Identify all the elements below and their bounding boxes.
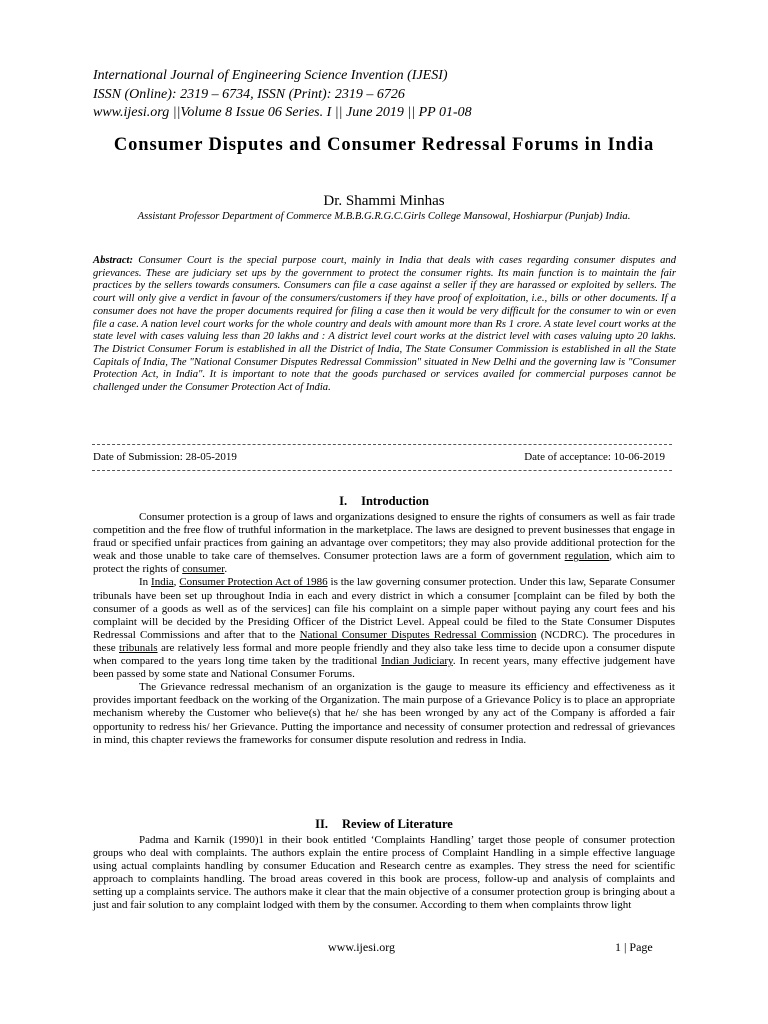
abstract <box>93 255 676 395</box>
section-title: Review of Literature <box>342 817 453 831</box>
review-body <box>93 834 675 913</box>
author-name: Dr. Shammi Minhas <box>323 193 445 209</box>
text-run: In <box>139 576 152 589</box>
journal-volume: www.ijesi.org ||Volume 8 Issue 06 Series. I || June 2019 || PP 01-08 <box>93 105 472 120</box>
link-tribunals[interactable]: tribunals <box>119 641 158 654</box>
divider-bottom <box>92 470 672 471</box>
text-run: , <box>173 576 180 589</box>
link-indian-judiciary[interactable]: Indian Judiciary <box>381 655 453 668</box>
acceptance-date: Date of acceptance: 10-06-2019 <box>524 451 665 463</box>
text-run: Consumer protection is a group of laws and organizations designed to ensure the rights of consumers as well as fair trade competition and the free flow of truthful information in the marketplace. The laws are designed to prevent businesses that engage in fraud or specified unfair practices from gaining an advantage over competitors; they may also provide additional protection for the weak and those unable to take care of themselves. Consumer protection laws are a form of government <box>93 511 675 563</box>
link-consumer[interactable]: consumer <box>182 563 225 576</box>
text-run: . <box>224 563 228 576</box>
submission-date: Date of Submission: 28-05-2019 <box>93 451 237 463</box>
intro-paragraph-1 <box>93 511 675 576</box>
review-paragraph-1: Padma and Karnik (1990)1 in their book entitled ‘Complaints Handling’ target those people of consumer protection groups who deal with complaints. The authors explain the entire process of Complaint Handling in a simple effective language using actual complaints handling by consumer Education and Research centre as examples. They stress the need for scientific approach to complaints handling. The broad areas covered in this book are process, follow-up and analysis of complaints and setting up a complaints service. The authors make it clear that the main objective of a consumer protection group is bringing about a just and fair solution to any complaint lodged with them by the consumer. According to them when complaints throw light <box>93 834 675 912</box>
abstract-label: Abstract: <box>93 255 134 266</box>
link-regulation[interactable]: regulation <box>564 550 610 563</box>
section-number: I. <box>339 494 348 508</box>
intro-paragraph-2 <box>93 576 675 681</box>
text-run: is the law governing consumer protection. Under this law, Separate Consumer tribunals have been set up throughout India in each and every district in which a consumer [complaint can be filed by both the consumer of a goods as well as of the services] can file his complaint on a simple paper without paying any court fees and his complaint will be decided by the Presiding Officer of the District Level. Appeal could be filed to the State Consumer Disputes Redressal Commissions and after that to the <box>93 576 676 641</box>
section-number: II. <box>315 817 328 831</box>
link-ncdrc[interactable]: National Consumer Disputes Redressal Commission <box>299 628 537 641</box>
author-affiliation: Assistant Professor Department of Commerce M.B.B.G.R.G.C.Girls College Mansowal, Hoshiarpur (Punjab) India. <box>137 211 631 222</box>
text-run: are relatively less formal and more people friendly and they also take less time to decide upon a consumer dispute when compared to the years long time taken by the traditional <box>93 641 675 668</box>
dates-row <box>93 450 673 464</box>
footer-page-number: 1 | Page <box>615 940 653 954</box>
abstract-text: Consumer Court is the special purpose court, mainly in India that deals with cases regarding consumer disputes and grievances. These are judiciary set ups by the government to protect the consumer rights. Its main function is to maintain the fair practices by the sellers towards consumers. Consumers can file a case against a seller if they are harassed or exploited by sellers. The court will only give a verdict in favour of the consumers/customers if they have proof of exploitation, i.e., bills or other documents. If a consumer does not have the proper documents required for filing a case then it would be very difficult for the consumer to win or even file a case. A nation level court works for the whole country and deals with amount more than Rs 1 crore. A state level court works at the state level with cases valuing less than 20 lakhs and : A district level court works at the district level with cases valuing upto 20 lakhs. The District Consumer Forum is established in all the District of India, The State Consumer Commission is established in all the State Capitals of India, The "National Consumer Disputes Redressal Commission" situated in New Delhi and the governing law is "Consumer Protection Act, in India". It is important to note that the goods purchased or services availed for commercial purposes cannot be challenged under the Consumer Protection Act of India. <box>93 255 676 394</box>
journal-issn: ISSN (Online): 2319 – 6734, ISSN (Print): 2319 – 6726 <box>93 86 405 102</box>
paper-title: Consumer Disputes and Consumer Redressal Forums in India <box>113 135 655 155</box>
footer-website: www.ijesi.org <box>328 940 395 954</box>
link-india[interactable]: India <box>151 576 174 589</box>
text-run: (NCDRC). The procedures in these <box>93 628 676 654</box>
journal-name: International Journal of Engineering Science Invention (IJESI) <box>93 68 448 83</box>
introduction-body <box>93 511 675 747</box>
text-run: . In recent years, many effective judgement have been passed by some state and National Consumer Forums. <box>93 655 675 681</box>
section-heading-review <box>80 817 688 832</box>
intro-paragraph-3: The Grievance redressal mechanism of an organization is the gauge to measure its efficiency and effectiveness as it provides important feedback on the working of the Organization. The main purpose of a Grievance Policy is to place an appropriate mechanism whereby the Customer who believe(s) that he/ she has been wronged by any act of the Company is afforded a fair opportunity to redress his/ her Grievance. Putting the importance and necessity of consumer protection and redressal of grievances in mind, this chapter reviews the frameworks for consumer dispute resolution and redress in India. <box>93 681 675 746</box>
divider-top <box>92 444 672 445</box>
section-title: Introduction <box>361 494 429 508</box>
link-consumer-protection-act[interactable]: Consumer Protection Act of 1986 <box>179 576 328 589</box>
text-run: , which aim to protect the rights of <box>93 550 676 576</box>
journal-header <box>93 67 693 123</box>
section-heading-introduction <box>80 494 688 509</box>
